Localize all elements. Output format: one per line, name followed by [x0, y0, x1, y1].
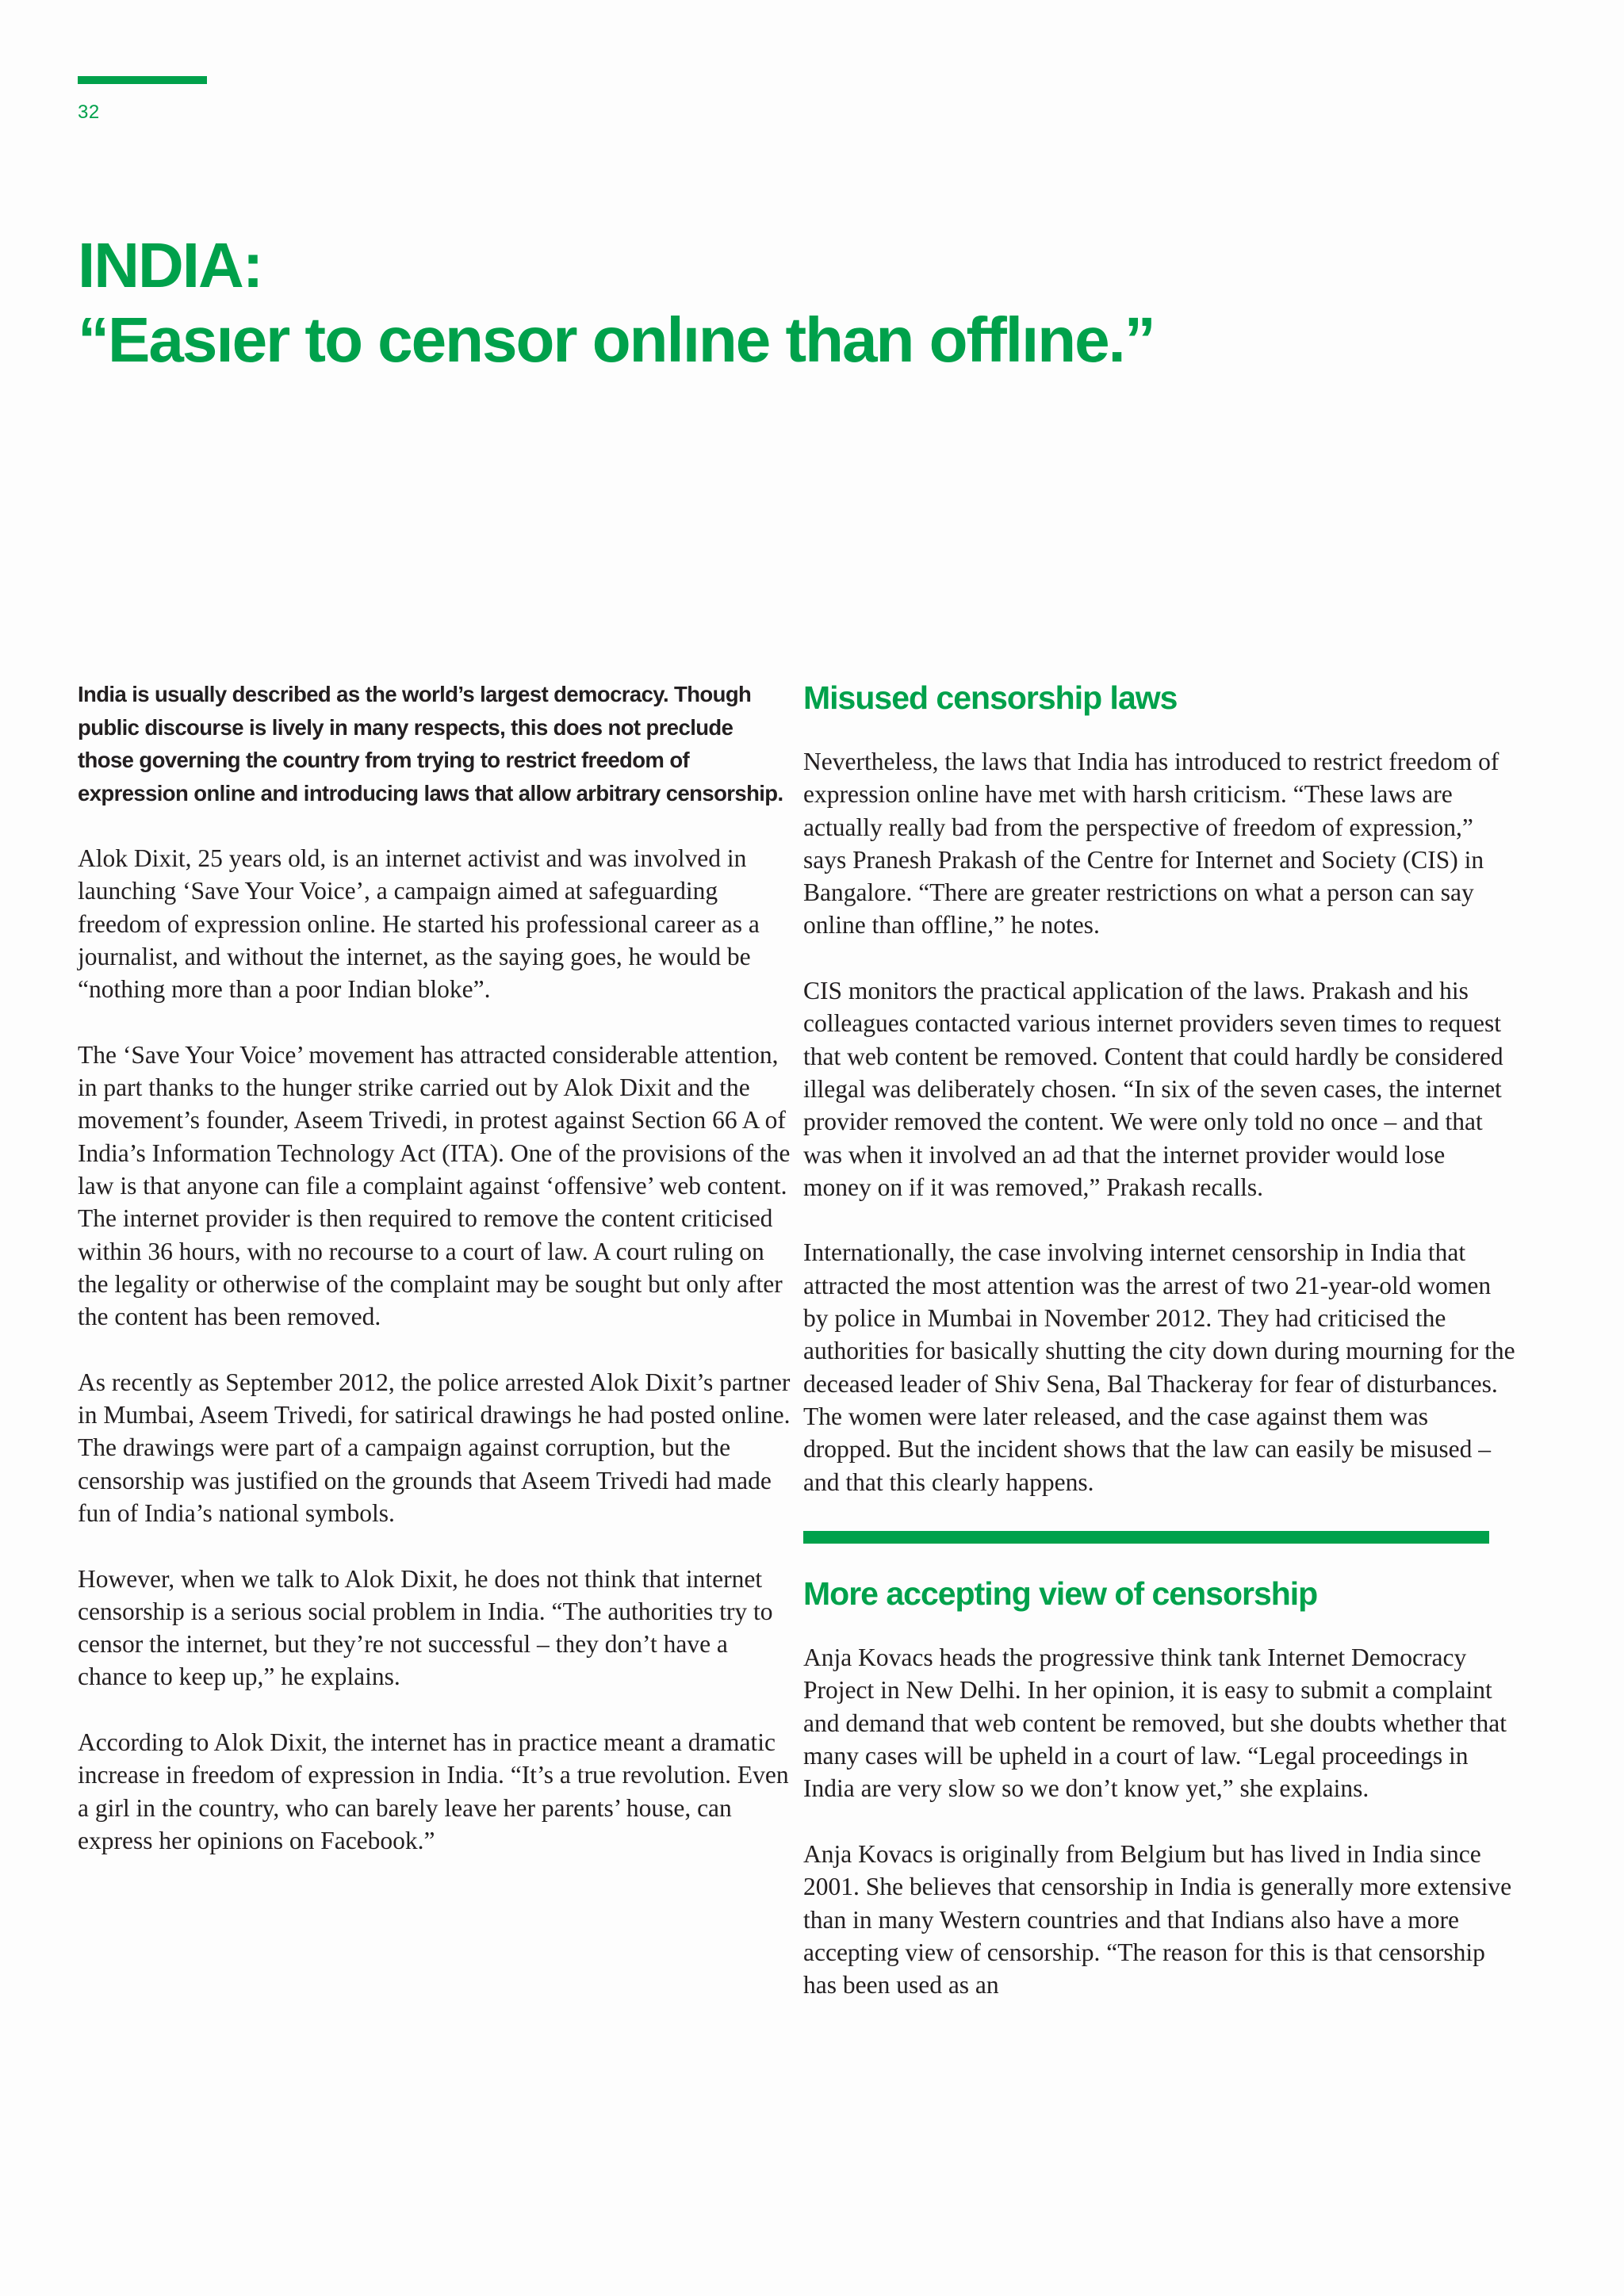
body-paragraph: According to Alok Dixit, the internet has in practice meant a dramatic increase in freedom of expression in India. “It’s a true revolution. Even a girl in the country, who can barely leave her parents’ house, can express her opinions on Facebook.”	[78, 1728, 789, 1854]
body-paragraph: Alok Dixit, 25 years old, is an internet activist and was involved in launching ‘Save Your Voice’, a campaign aimed at safeguarding freedom of expression online. He started his professional career as a journalist, and without the internet, as the saying goes, he would be “nothing more than a poor Indian bloke”.	[78, 844, 760, 1004]
article-title	[78, 228, 1568, 377]
section-heading-accepting-view: More accepting view of censorship	[803, 1575, 1318, 1613]
section-heading-misused-laws: Misused censorship laws	[803, 679, 1178, 716]
top-accent-rule	[78, 76, 207, 84]
title-country: INDIA:	[78, 230, 262, 300]
right-column	[803, 678, 1517, 2034]
body-paragraph: CIS monitors the practical application of the laws. Prakash and his colleagues contacted various internet providers seven times to request that web content be removed. Content that could hardly be considered illegal was deliberately chosen. “In six of the seven cases, the internet provider removed the content. We were only told no once – and that was when it involved an ad that the internet provider would lose money on if it was removed,” Prakash recalls.	[803, 977, 1503, 1201]
body-paragraph: However, when we talk to Alok Dixit, he does not think that internet censorship is a serious social problem in India. “The authorities try to censor the internet, but they’re not successful – they don’t have a chance to keep up,” he explains.	[78, 1564, 773, 1691]
body-paragraph: Anja Kovacs heads the progressive think tank Internet Democracy Project in New Delhi. In her opinion, it is easy to submit a complaint and demand that web content be removed, but she doubts whether that many cases will be upheld in a court of law. “Legal proceedings in India are very slow so we don’t know yet,” she explains.	[803, 1644, 1507, 1803]
left-column	[78, 678, 791, 1890]
title-quote: “Easıer to censor onlıne than offlıne.”	[78, 304, 1155, 375]
body-paragraph: The ‘Save Your Voice’ movement has attracted considerable attention, in part thanks to the hunger strike carried out by Alok Dixit and the movement’s founder, Aseem Trivedi, in protest against Section 66 A of India’s Information Technology Act (ITA). One of the provisions of the law is that anyone can file a complaint against ‘offensive’ web content. The internet provider is then required to remove the content criticised within 36 hours, with no recourse to a court of law. A court ruling on the legality or otherwise of the complaint may be sought but only after the content has been removed.	[78, 1040, 791, 1331]
body-paragraph: Nevertheless, the laws that India has introduced to restrict freedom of expression online have met with harsh criticism. “These laws are actually really bad from the perspective of freedom of expression,” says Pranesh Prakash of the Centre for Internet and Society (CIS) in Bangalore. “There are greater restrictions on what a person can say online than offline,” he notes.	[803, 748, 1500, 939]
body-paragraph: As recently as September 2012, the police arrested Alok Dixit’s partner in Mumbai, Aseem Trivedi, for satirical drawings he had posted online. The drawings were part of a campaign against corruption, but the censorship was justified on the grounds that Aseem Trivedi had made fun of India’s national symbols.	[78, 1368, 791, 1527]
lead-paragraph: India is usually described as the world’s largest democracy. Though public discourse is lively in many respects, this does not preclude those governing the country from trying to restrict freedom of expression online and introducing laws that allow arbitrary censorship.	[78, 682, 783, 806]
body-paragraph: Internationally, the case involving internet censorship in India that attracted the most attention was the arrest of two 21-year-old women by police in Mumbai in November 2012. They had criticised the authorities for basically shutting the city down during mourning for the deceased leader of Shiv Sena, Bal Thackeray for fear of disturbances. The women were later released, and the case against them was dropped. But the incident shows that the law can easily be misused – and that this clearly happens.	[803, 1238, 1515, 1496]
section-divider-rule	[803, 1531, 1489, 1544]
page-number: 32	[78, 101, 100, 123]
body-paragraph: Anja Kovacs is originally from Belgium but has lived in India since 2001. She believes that censorship in India is generally more extensive than in many Western countries and that Indians also have a more accepting view of censorship. “The reason for this is that censorship has been used as an	[803, 1839, 1512, 1999]
